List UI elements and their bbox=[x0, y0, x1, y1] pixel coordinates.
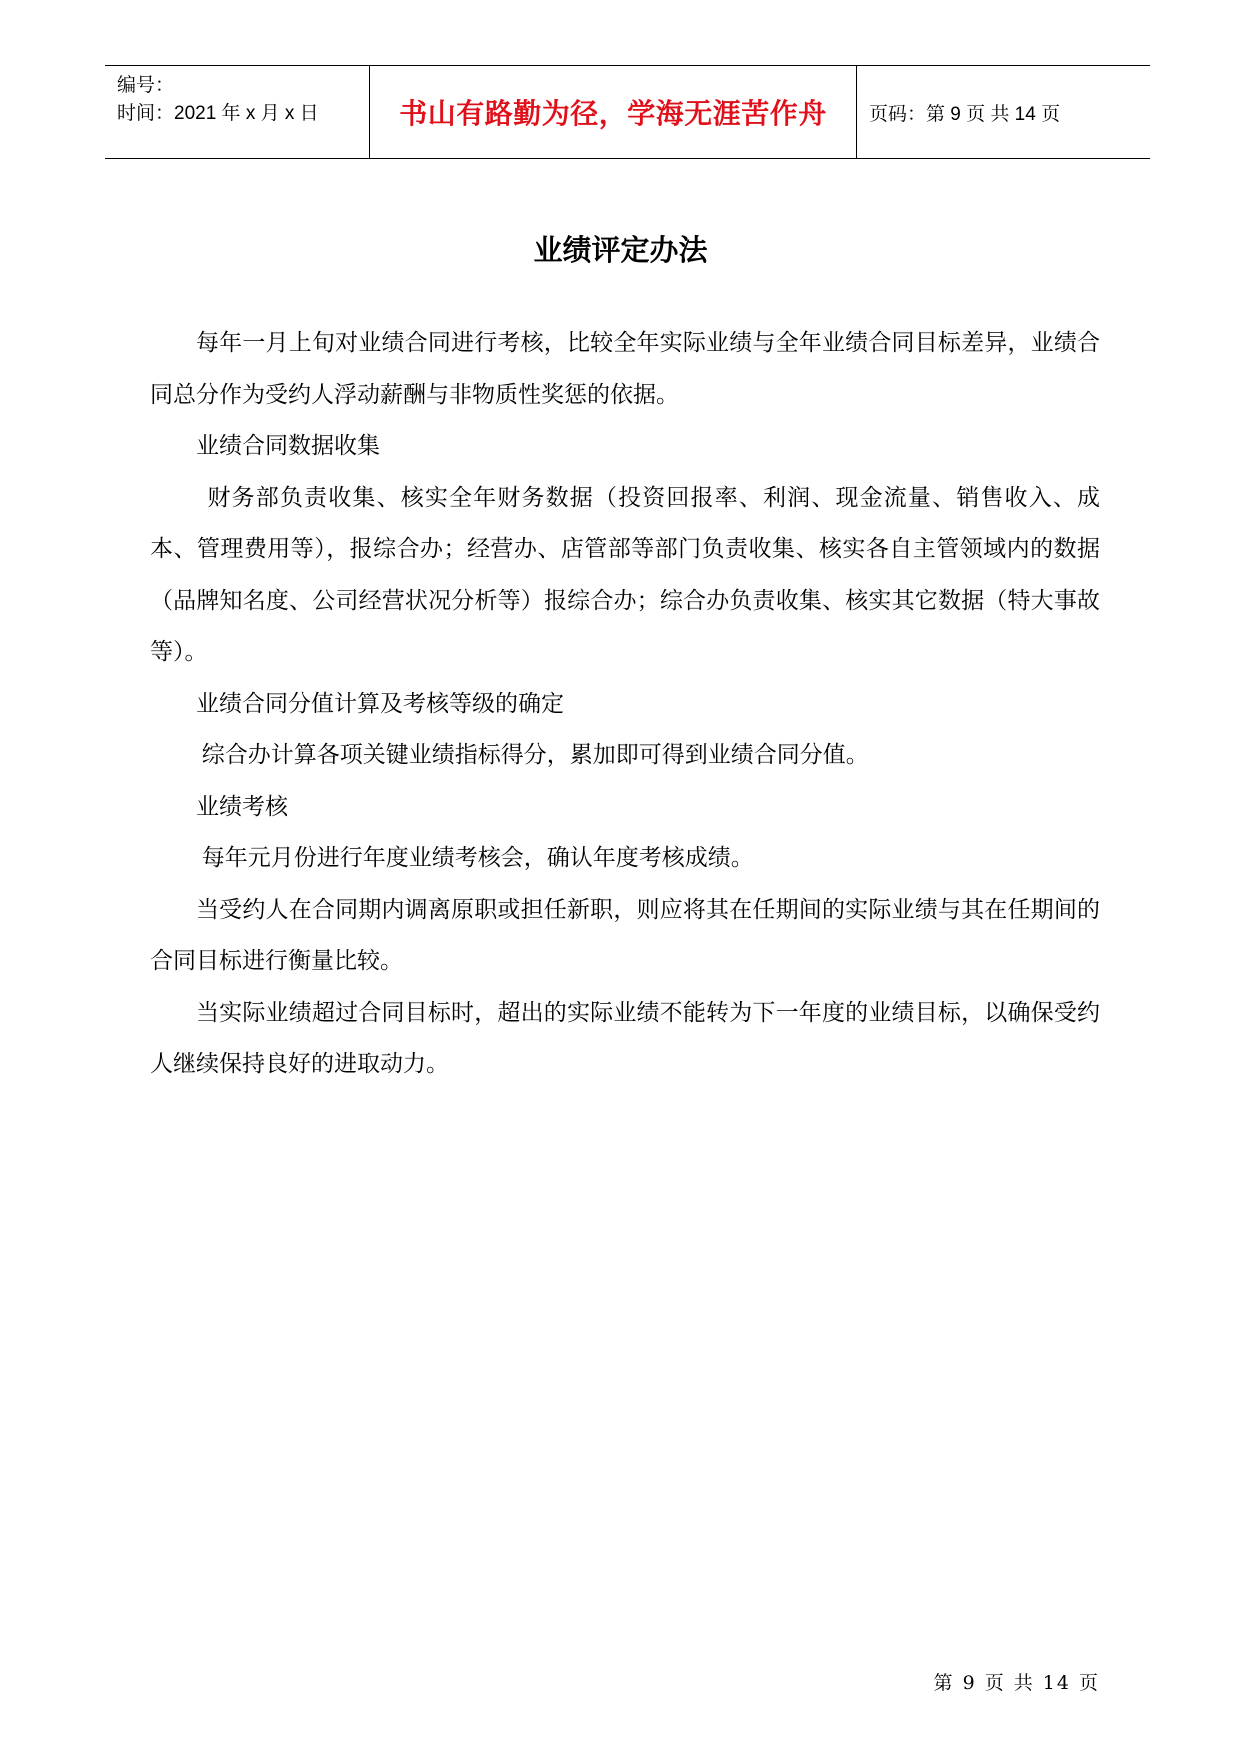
page-header bbox=[105, 65, 1150, 159]
document-body bbox=[150, 318, 1100, 1091]
header-motto-cell bbox=[370, 66, 857, 158]
paragraph-excess-performance: 当实际业绩超过合同目标时，超出的实际业绩不能转为下一年度的业绩目标，以确保受约人继续保持良好的进取动力。 bbox=[150, 999, 1100, 1077]
document-time-label: 时间：2021 年 x 月 x 日 bbox=[117, 103, 319, 124]
header-motto: 书山有路勤为径，学海无涯苦作舟 bbox=[399, 97, 827, 130]
paragraph-data-collection: 财务部负责收集、核实全年财务数据（投资回报率、利润、现金流量、销售收入、成本、管理费用等），报综合办；经营办、店管部等部门负责收集、核实各自主管领域内的数据（品牌知名度、公司经营状况分析等）报综合办；综合办负责收集、核实其它数据（特大事故等）。 bbox=[150, 484, 1100, 665]
paragraph-position-change: 当受约人在合同期内调离原职或担任新职，则应将其在任期间的实际业绩与其在任期间的合同目标进行衡量比较。 bbox=[150, 896, 1100, 974]
header-meta-cell bbox=[105, 66, 370, 158]
section-heading-data-collection: 业绩合同数据收集 bbox=[196, 433, 380, 459]
document-title: 业绩评定办法 bbox=[533, 233, 708, 267]
header-page-cell bbox=[857, 66, 1150, 158]
paragraph-annual-assessment: 每年元月份进行年度业绩考核会，确认年度考核成绩。 bbox=[201, 845, 754, 871]
section-heading-score-calculation: 业绩合同分值计算及考核等级的确定 bbox=[196, 690, 564, 717]
section-heading-assessment: 业绩考核 bbox=[196, 793, 288, 820]
document-number-label: 编号： bbox=[117, 75, 175, 96]
header-page-info: 页码：第 9 页 共 14 页 bbox=[869, 103, 1061, 125]
page-footer-number: 第 9 页 共 14 页 bbox=[933, 1672, 1100, 1694]
paragraph-score-calculation: 综合办计算各项关键业绩指标得分，累加即可得到业绩合同分值。 bbox=[201, 742, 869, 768]
paragraph-intro: 每年一月上旬对业绩合同进行考核，比较全年实际业绩与全年业绩合同目标差异，业绩合同总分作为受约人浮动薪酬与非物质性奖惩的依据。 bbox=[150, 330, 1100, 408]
